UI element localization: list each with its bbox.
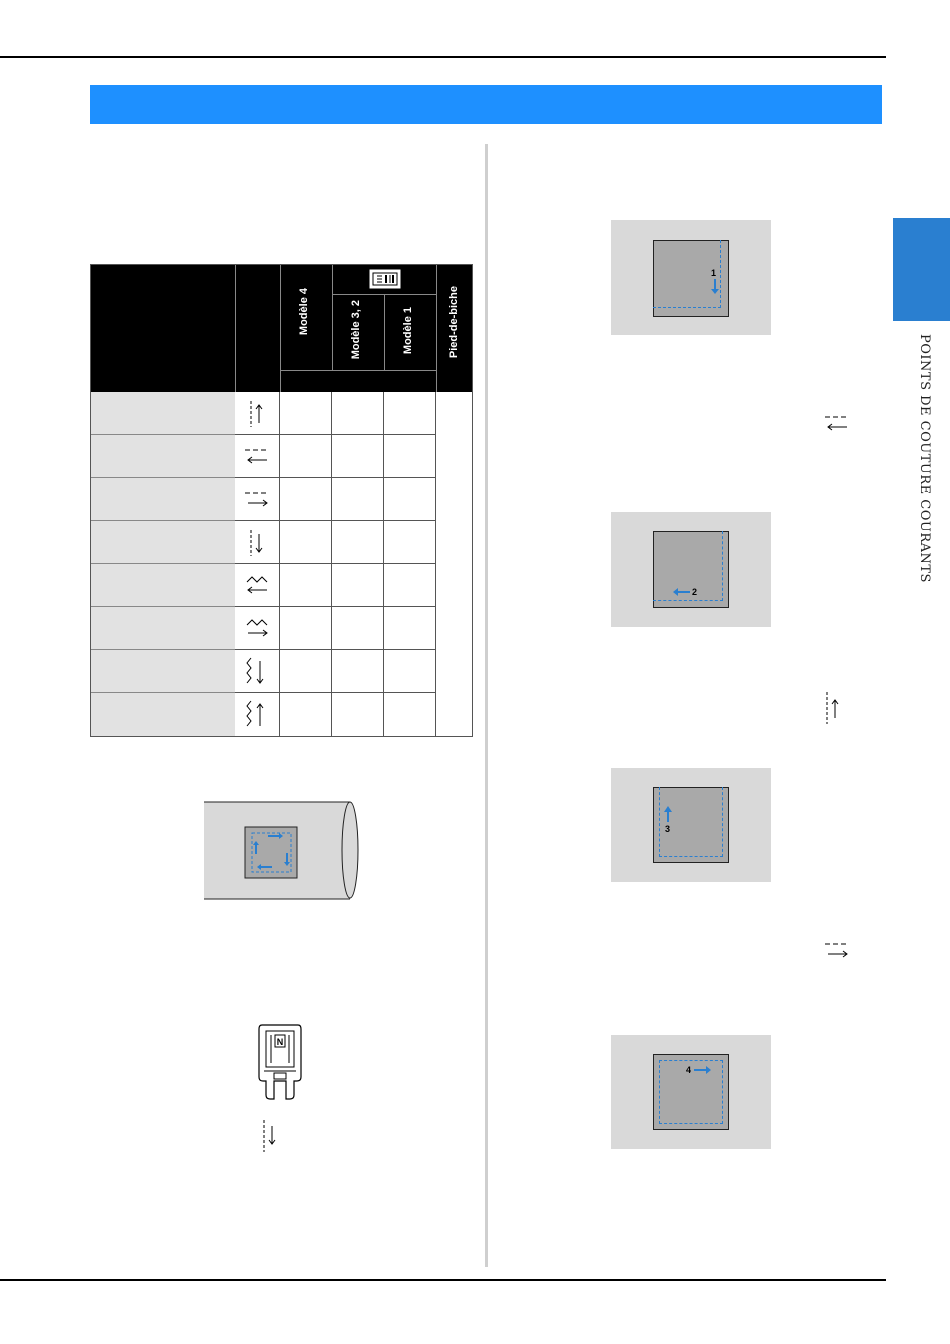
arrow-up-icon bbox=[663, 806, 673, 822]
straight-left-icon bbox=[235, 435, 280, 478]
stitch-name-cell bbox=[90, 607, 235, 650]
arrow-left-icon bbox=[673, 587, 691, 597]
step3-figure bbox=[611, 768, 771, 882]
stitch-name-cell bbox=[90, 392, 235, 435]
straight-right-icon bbox=[235, 478, 280, 521]
straight-down-icon bbox=[235, 521, 280, 564]
presser-foot-n-icon bbox=[256, 1021, 304, 1101]
header-stitch-name bbox=[90, 264, 235, 392]
bottom-rule bbox=[0, 1279, 886, 1281]
table-cell bbox=[384, 564, 436, 607]
arrow-right-icon bbox=[694, 1065, 712, 1075]
header-foot bbox=[436, 264, 473, 392]
table-cell bbox=[280, 521, 332, 564]
stitch-width-icon bbox=[369, 269, 401, 289]
header-model4-label: Modèle 4 bbox=[298, 288, 310, 336]
header-model32-label: Modèle 3, 2 bbox=[350, 300, 362, 360]
stitch-name-cell bbox=[90, 650, 235, 693]
table-cell bbox=[332, 392, 384, 435]
stitch-name-cell bbox=[90, 521, 235, 564]
header-model32 bbox=[332, 294, 384, 370]
table-cell bbox=[384, 392, 436, 435]
table-cell bbox=[332, 650, 384, 693]
header-model4 bbox=[280, 264, 332, 370]
header-model1-label: Modèle 1 bbox=[402, 307, 414, 355]
stitch-name-cell bbox=[90, 564, 235, 607]
table-cell bbox=[384, 607, 436, 650]
table-cell bbox=[280, 607, 332, 650]
table-cell bbox=[384, 693, 436, 737]
foot-cell bbox=[436, 392, 473, 737]
table-cell bbox=[384, 521, 436, 564]
table-cell bbox=[332, 521, 384, 564]
step1-number: 1 bbox=[711, 268, 717, 278]
column-divider bbox=[485, 144, 488, 1267]
arrow-down-icon bbox=[710, 279, 720, 295]
step3-number: 3 bbox=[665, 824, 671, 834]
zigzag-left-icon bbox=[235, 564, 280, 607]
straight-up-icon bbox=[824, 692, 842, 726]
straight-left-icon bbox=[825, 414, 851, 434]
table-cell bbox=[332, 478, 384, 521]
stitch-name-cell bbox=[90, 435, 235, 478]
table-cell bbox=[280, 693, 332, 737]
straight-up-icon bbox=[235, 392, 280, 435]
header-model1 bbox=[384, 294, 436, 370]
top-rule bbox=[0, 56, 886, 58]
header-foot-label: Pied-de-biche bbox=[448, 286, 460, 359]
zigzag-right-icon bbox=[235, 607, 280, 650]
step1-figure bbox=[611, 220, 771, 335]
table-cell bbox=[280, 650, 332, 693]
table-cell bbox=[280, 392, 332, 435]
stitch-table bbox=[90, 264, 473, 737]
foot-letter: N bbox=[276, 1037, 284, 1047]
table-cell bbox=[384, 650, 436, 693]
section-banner bbox=[90, 85, 882, 124]
step2-number: 2 bbox=[692, 587, 698, 597]
step4-number: 4 bbox=[686, 1065, 692, 1075]
table-cell bbox=[384, 478, 436, 521]
straight-right-icon bbox=[825, 941, 851, 961]
header-stitch-width-group bbox=[332, 264, 436, 294]
zigzag-up-icon bbox=[235, 693, 280, 737]
header-symbol bbox=[235, 264, 280, 392]
chapter-label: POINTS DE COUTURE COURANTS bbox=[917, 334, 932, 583]
table-cell bbox=[280, 564, 332, 607]
table-cell bbox=[280, 435, 332, 478]
header-subrow bbox=[280, 370, 436, 392]
table-cell bbox=[332, 693, 384, 737]
table-cell bbox=[332, 564, 384, 607]
straight-down-icon bbox=[261, 1120, 279, 1154]
stitch-name-cell bbox=[90, 693, 235, 737]
chapter-tab[interactable] bbox=[893, 218, 950, 321]
table-cell bbox=[332, 435, 384, 478]
table-cell bbox=[332, 607, 384, 650]
step4-figure bbox=[611, 1035, 771, 1149]
sleeve-patch-illustration bbox=[203, 800, 361, 902]
stitch-name-cell bbox=[90, 478, 235, 521]
table-cell bbox=[280, 478, 332, 521]
table-cell bbox=[384, 435, 436, 478]
step2-figure bbox=[611, 512, 771, 627]
zigzag-down-icon bbox=[235, 650, 280, 693]
